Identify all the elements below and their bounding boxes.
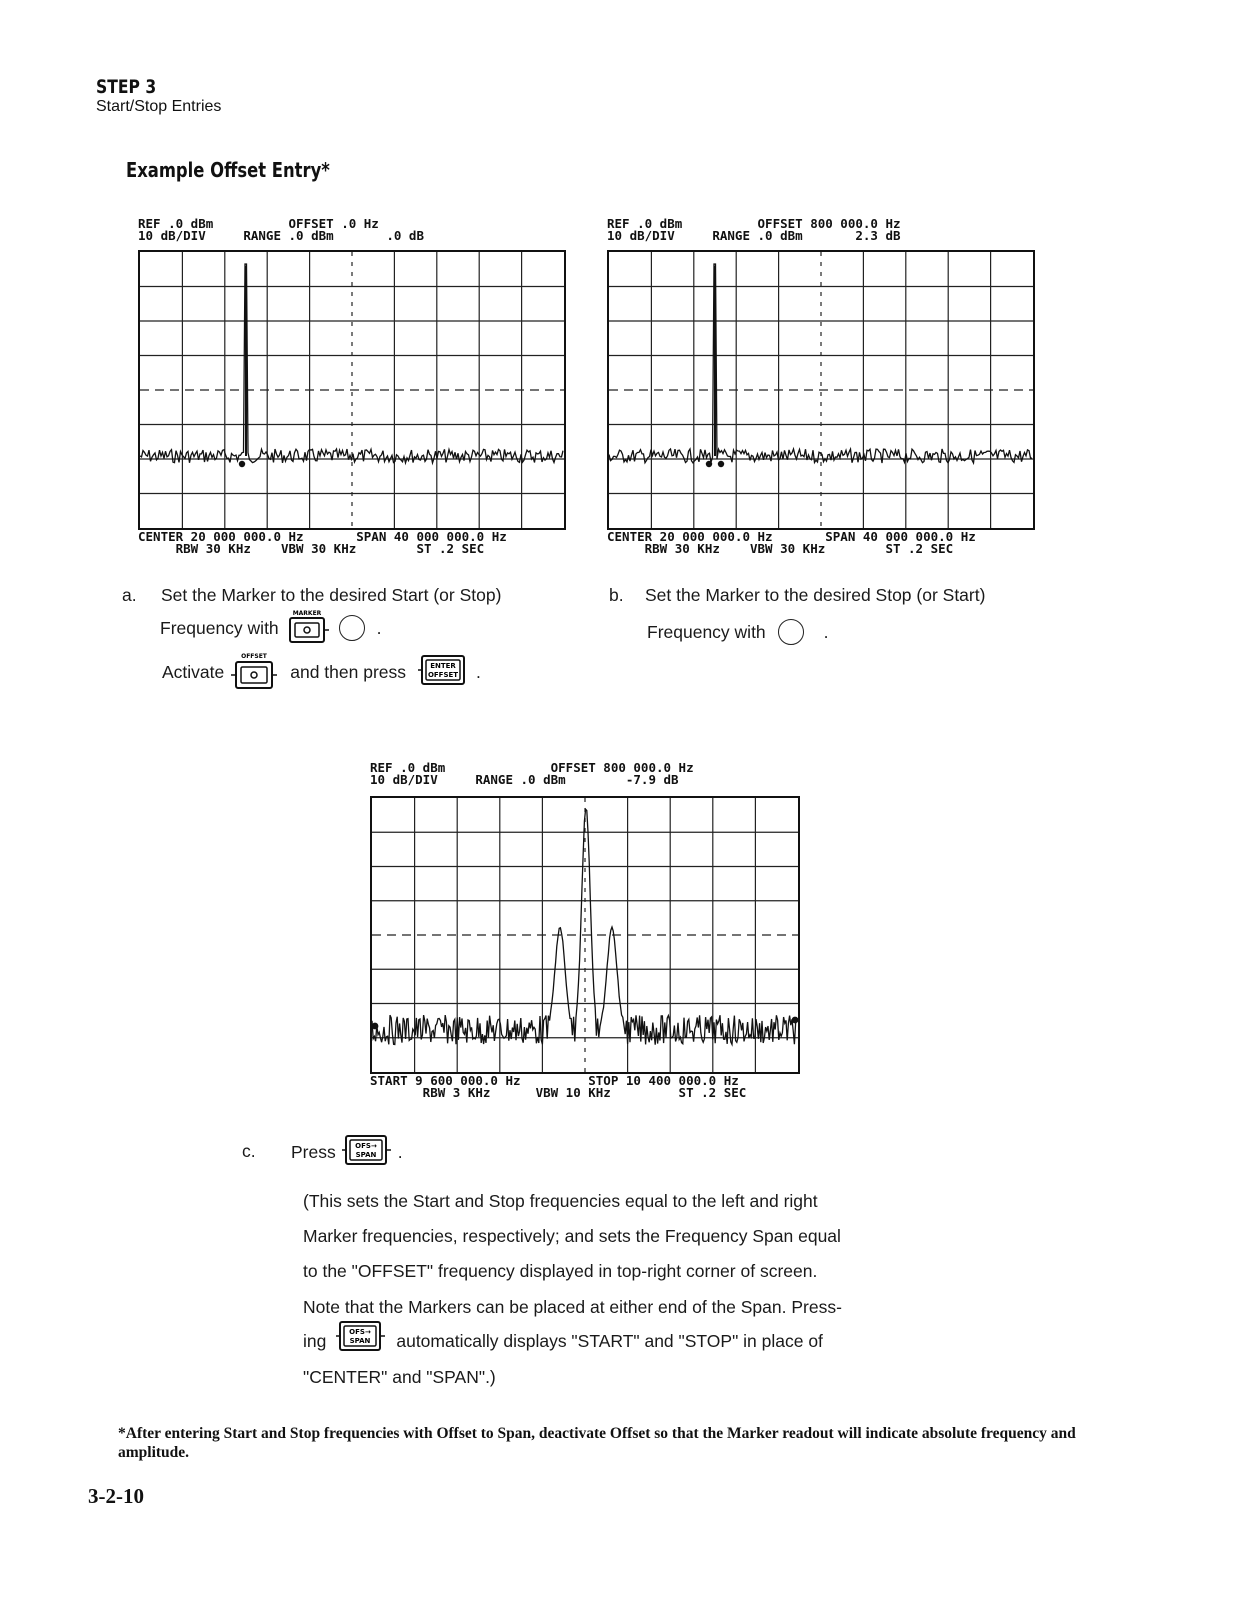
- screen-a-display: [138, 250, 566, 530]
- screen-b-display: [607, 250, 1035, 530]
- enter-key-label-bottom: OFFSET: [427, 670, 459, 679]
- explanation-line5-rest: automatically displays "START" and "STOP" in place of: [396, 1331, 823, 1352]
- step-a-activate-text: Activate: [162, 661, 225, 682]
- screen-a-bottom-line1: CENTER 20 000 000.0 Hz SPAN 40 000 000.0 Hz: [138, 529, 507, 544]
- example-title: Example Offset Entry*: [126, 158, 330, 182]
- explanation-line4: Note that the Markers can be placed at either end of the Span. Press-: [303, 1297, 842, 1317]
- footnote: *After entering Start and Stop frequencies with Offset to Span, deactivate Offset so that the Marker readout will indicate absolute frequency and amplitude.: [118, 1425, 1076, 1461]
- explanation-line5: [303, 1324, 943, 1360]
- marker-dot: [706, 461, 712, 467]
- step-c-press-text: Press: [291, 1141, 336, 1162]
- marker-key-icon[interactable]: [287, 608, 331, 649]
- step-a-line1: Set the Marker to the desired Start (or Stop): [161, 585, 502, 605]
- enter-offset-key-icon[interactable]: [418, 653, 470, 692]
- screen-b-bottom-line1: CENTER 20 000 000.0 Hz SPAN 40 000 000.0 Hz: [607, 529, 976, 544]
- step-b-line1: Set the Marker to the desired Stop (or Start): [645, 585, 986, 605]
- step-c-line: [291, 1134, 403, 1170]
- step-a-line2-text: Frequency with: [160, 617, 279, 638]
- screen-a-top-line1: REF .0 dBm OFFSET .0 Hz: [138, 216, 379, 231]
- step-b-letter: b.: [609, 585, 624, 605]
- screen-b-bottom-line2: RBW 30 KHz VBW 30 KHz ST .2 SEC: [607, 541, 954, 556]
- knob-icon[interactable]: [778, 619, 804, 645]
- step-a-line3: [162, 650, 481, 694]
- explanation-line6: "CENTER" and "SPAN".): [303, 1367, 496, 1387]
- marker-key-label: MARKER: [292, 609, 321, 617]
- knob-icon[interactable]: [339, 615, 365, 641]
- explanation-line1: (This sets the Start and Stop frequencies equal to the left and right: [303, 1191, 818, 1211]
- ofs-key-label-top: OFS→: [349, 1327, 372, 1336]
- step-a-line3-end: .: [476, 661, 481, 682]
- marker-dot: [718, 461, 724, 467]
- offset-key-label: OFFSET: [241, 652, 268, 660]
- step-subtitle: Start/Stop Entries: [96, 98, 222, 115]
- marker-dot: [239, 461, 245, 467]
- screen-c-top-line2: 10 dB/DIV RANGE .0 dBm -7.9 dB: [370, 772, 679, 787]
- ofs-to-span-key-icon[interactable]: [336, 1320, 386, 1365]
- explanation-line2: Marker frequencies, respectively; and sets the Frequency Span equal: [303, 1226, 841, 1246]
- screen-b-top-line2: 10 dB/DIV RANGE .0 dBm 2.3 dB: [607, 228, 901, 243]
- step-a-then-press-text: and then press: [290, 661, 407, 682]
- screen-a-bottom-line2: RBW 30 KHz VBW 30 KHz ST .2 SEC: [138, 541, 485, 556]
- step-b-line2: [647, 616, 829, 648]
- ofs-key-label-top: OFS→: [354, 1141, 377, 1150]
- ofs-key-label-bottom: SPAN: [355, 1150, 377, 1159]
- step-c-letter: c.: [242, 1141, 256, 1161]
- step-heading: STEP 3: [96, 76, 157, 98]
- step-a-line2-end: .: [376, 617, 382, 638]
- screen-a-graticule: [140, 252, 564, 528]
- offset-key-icon[interactable]: [230, 650, 278, 695]
- enter-key-label-top: ENTER: [430, 661, 456, 670]
- screen-c-top-line1: REF .0 dBm OFFSET 800 000.0 Hz: [370, 760, 694, 775]
- page-number: 3-2-10: [88, 1484, 144, 1508]
- step-b-line2-text: Frequency with: [647, 621, 766, 642]
- screen-a-top-line2: 10 dB/DIV RANGE .0 dBm .0 dB: [138, 228, 424, 243]
- screen-c-bottom-line1: START 9 600 000.0 Hz STOP 10 400 000.0 Hz: [370, 1073, 739, 1088]
- explanation-line5-ing: ing: [303, 1331, 327, 1352]
- step-b-line2-end: .: [823, 621, 829, 642]
- screen-c-graticule: [372, 798, 798, 1072]
- screen-b-graticule: [609, 252, 1033, 528]
- step-c-end: .: [397, 1141, 403, 1162]
- ofs-key-label-bottom: SPAN: [349, 1336, 371, 1345]
- screen-c-bottom-line2: RBW 3 KHz VBW 10 KHz ST .2 SEC: [370, 1085, 747, 1100]
- screen-c-display: [370, 796, 800, 1074]
- ofs-to-span-key-icon[interactable]: [342, 1134, 392, 1171]
- screen-b-top-line1: REF .0 dBm OFFSET 800 000.0 Hz: [607, 216, 901, 231]
- step-a-letter: a.: [122, 585, 137, 605]
- explanation-line3: to the "OFFSET" frequency displayed in top-right corner of screen.: [303, 1261, 818, 1281]
- step-a-line2: [160, 608, 382, 648]
